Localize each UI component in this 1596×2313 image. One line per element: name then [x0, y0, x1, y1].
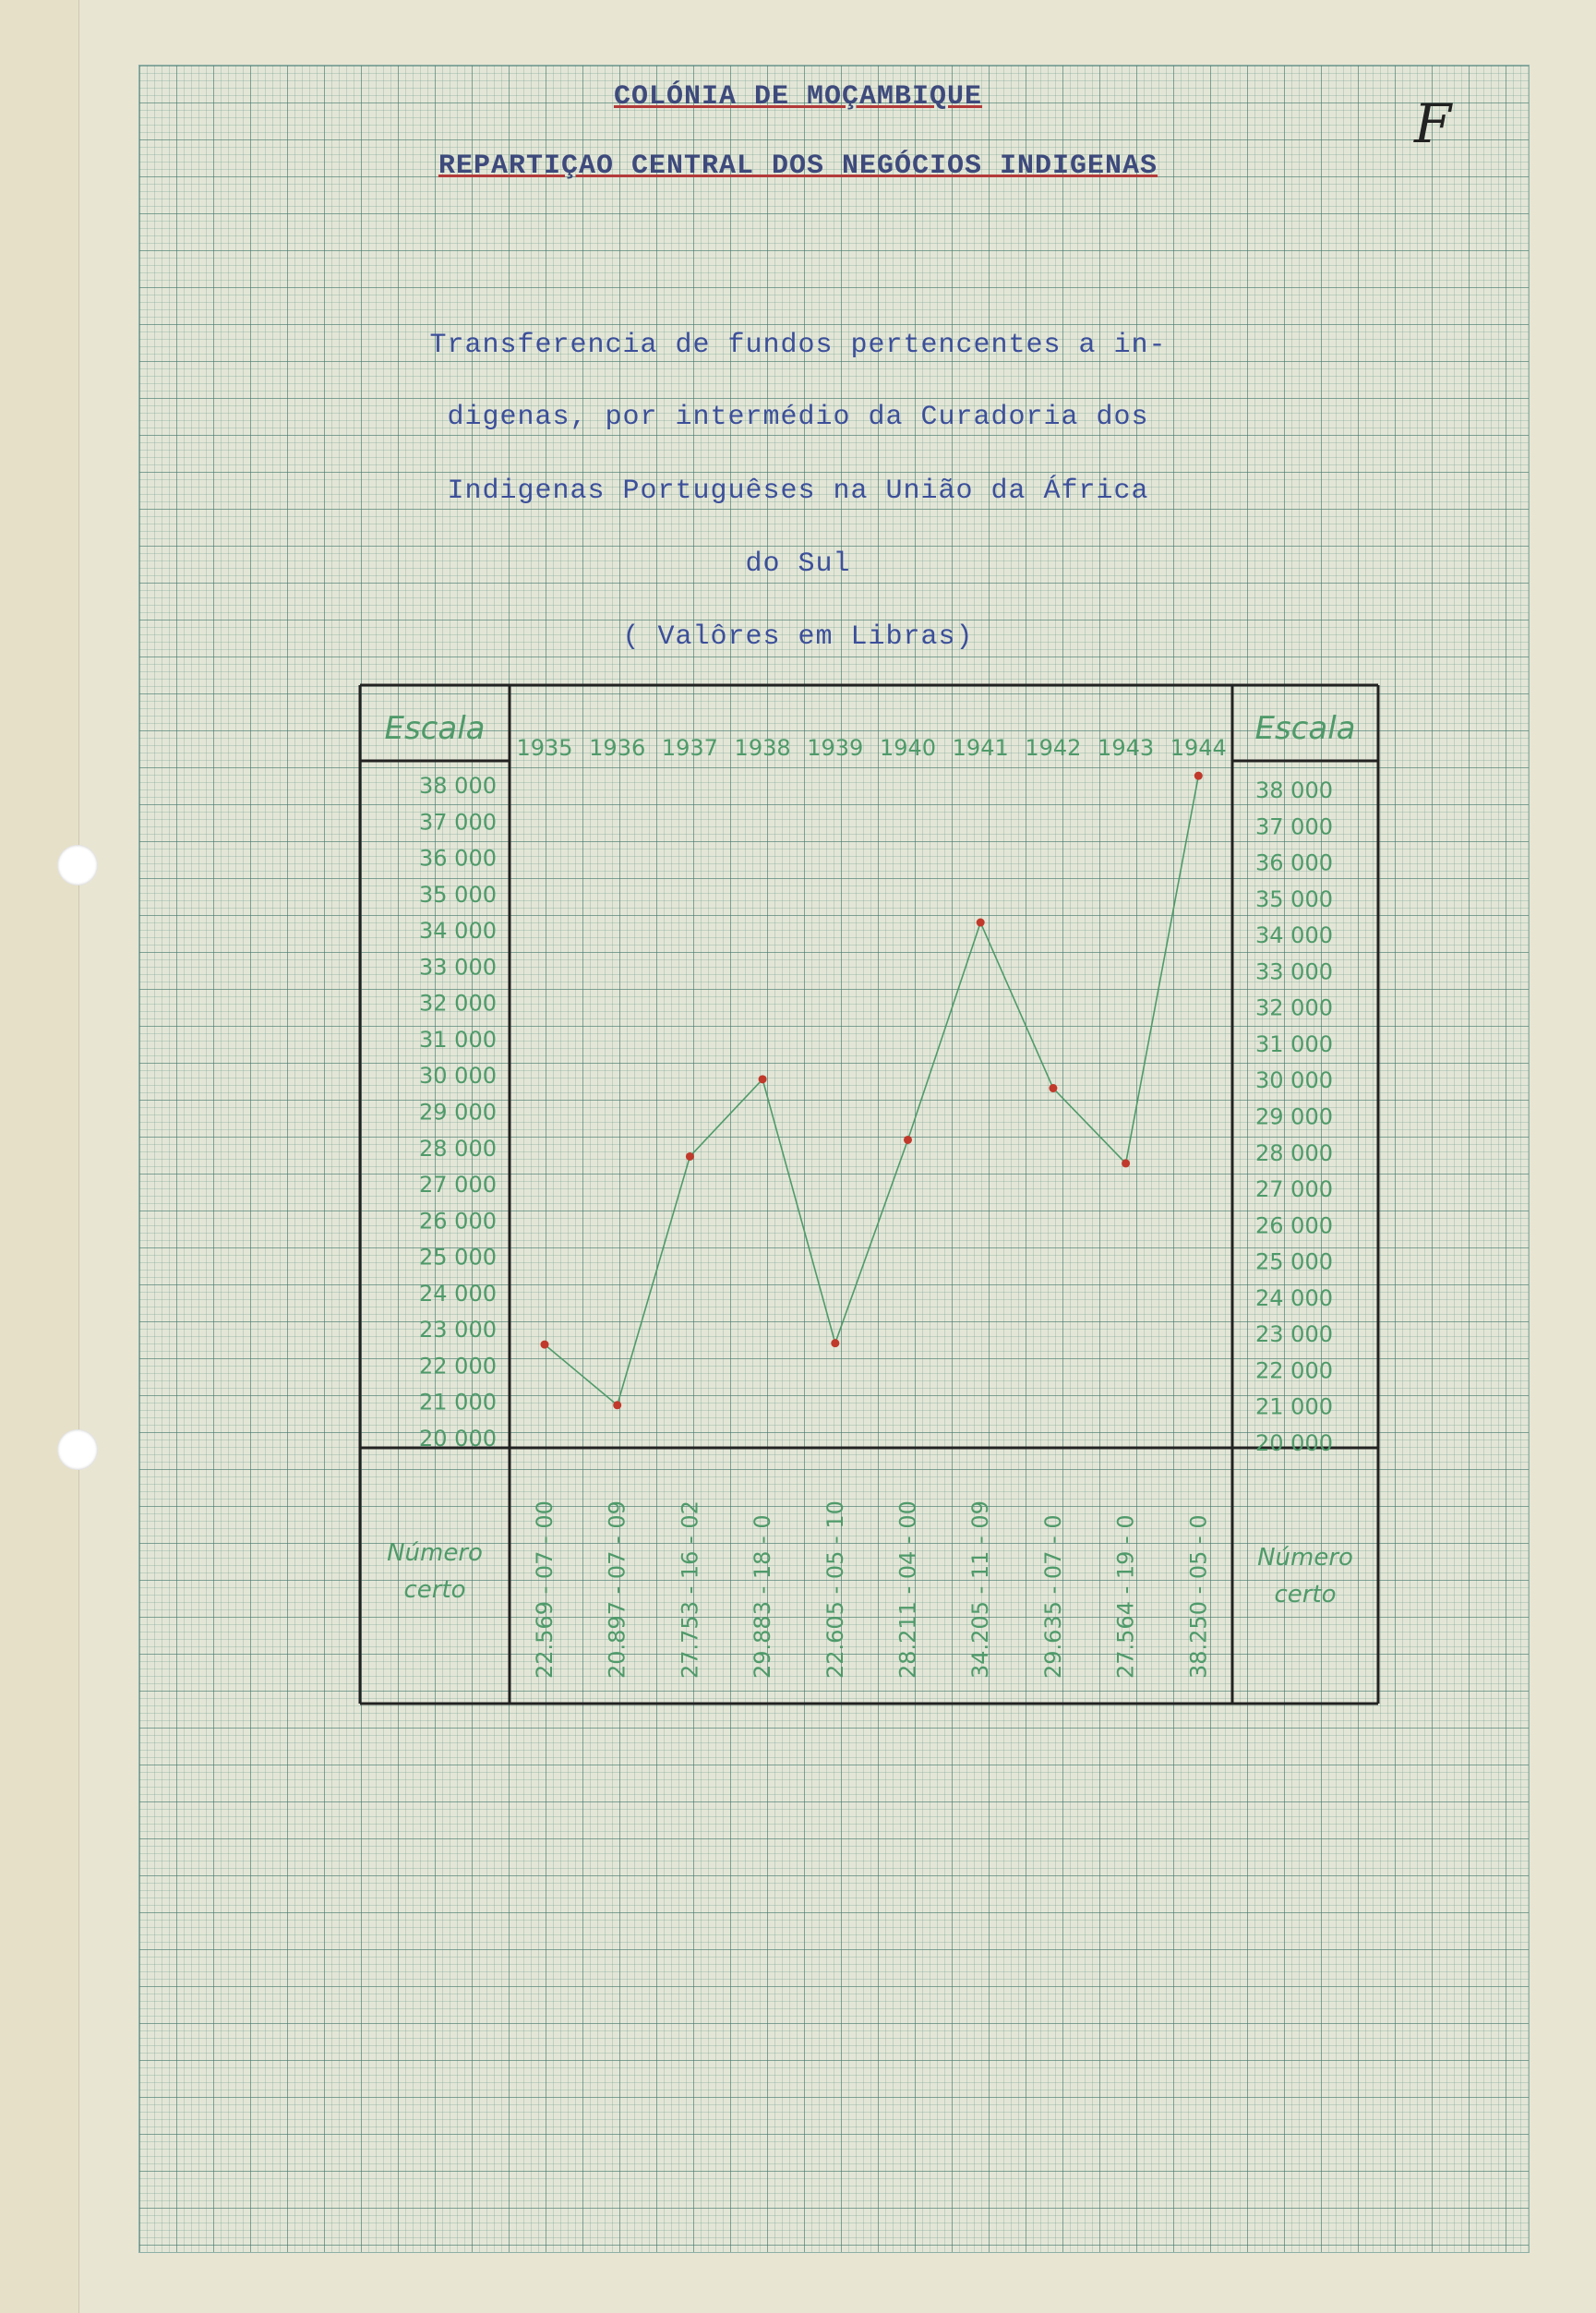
x-tick-label: 1941: [952, 735, 1009, 761]
exact-value-label: 29.635 - 07 - 0: [1039, 1514, 1066, 1679]
y-axis-left: [419, 773, 497, 1452]
x-tick-label: 1937: [661, 735, 718, 761]
y-tick-label-right: 37 000: [1255, 813, 1333, 840]
exact-value-label: 29.883 - 18 - 0: [750, 1514, 776, 1679]
y-tick-label-left: 33 000: [419, 954, 497, 981]
y-tick-label-right: 22 000: [1255, 1357, 1333, 1384]
department-heading: REPARTIÇAO CENTRAL DOS NEGÓCIOS INDIGENAS: [438, 151, 1158, 182]
x-tick-label: 1938: [734, 735, 791, 761]
title-line-3: Indigenas Portuguêses na União da África: [447, 476, 1149, 507]
row-label-right: certo: [1274, 1581, 1337, 1608]
data-point: [977, 919, 985, 927]
x-tick-label: 1935: [516, 735, 573, 761]
y-tick-label-right: 29 000: [1255, 1103, 1333, 1130]
x-axis: [516, 735, 1226, 761]
row-label-left: Número: [387, 1539, 483, 1567]
exact-value-label: 20.897 - 07 - 09: [604, 1500, 630, 1679]
x-tick-label: 1940: [879, 735, 937, 761]
y-tick-label-left: 35 000: [419, 881, 497, 908]
y-tick-label-left: 30 000: [419, 1063, 497, 1090]
data-point: [613, 1401, 621, 1409]
data-point: [904, 1136, 912, 1144]
data-point: [831, 1339, 839, 1347]
x-tick-label: 1936: [589, 735, 646, 761]
y-tick-label-right: 27 000: [1255, 1176, 1333, 1203]
y-axis-right: [1255, 777, 1333, 1456]
y-tick-label-right: 31 000: [1255, 1030, 1333, 1057]
y-tick-label-left: 32 000: [419, 990, 497, 1017]
title-line-2: digenas, por intermédio da Curadoria dos: [447, 402, 1149, 433]
y-tick-label-left: 22 000: [419, 1353, 497, 1379]
y-tick-label-right: 35 000: [1255, 885, 1333, 912]
x-tick-label: 1944: [1170, 735, 1227, 761]
title-line-4: do Sul: [745, 548, 851, 580]
y-tick-label-left: 25 000: [419, 1244, 497, 1271]
y-tick-label-right: 30 000: [1255, 1067, 1333, 1094]
y-tick-label-right: 36 000: [1255, 849, 1333, 876]
y-tick-label-right: 21 000: [1255, 1393, 1333, 1420]
data-point: [541, 1341, 549, 1349]
row-label-right: Número: [1257, 1544, 1353, 1572]
series-line: [541, 772, 1203, 1410]
exact-value-label: 27.753 - 16 - 02: [677, 1500, 703, 1679]
colony-heading: COLÓNIA DE MOÇAMBIQUE: [613, 81, 983, 113]
y-tick-label-right: 24 000: [1255, 1284, 1333, 1311]
data-point: [1049, 1084, 1057, 1092]
y-tick-label-left: 37 000: [419, 809, 497, 836]
scale-label-right: Escala: [1254, 710, 1356, 747]
exact-value-label: 27.564 - 19 - 0: [1112, 1514, 1139, 1679]
row-label-left: certo: [403, 1576, 466, 1604]
y-tick-label-right: 32 000: [1255, 994, 1333, 1021]
y-tick-label-right: 20 000: [1255, 1430, 1333, 1456]
exact-value-label: 22.605 - 05 - 10: [822, 1500, 848, 1679]
y-tick-label-right: 23 000: [1255, 1321, 1333, 1348]
y-tick-label-right: 26 000: [1255, 1212, 1333, 1239]
y-tick-label-left: 38 000: [419, 773, 497, 799]
exact-value-label: 28.211 - 04 - 00: [894, 1500, 921, 1679]
chart-headers: [384, 710, 1355, 1608]
y-tick-label-right: 28 000: [1255, 1139, 1333, 1166]
title-line-1: Transferencia de fundos pertencentes a in-: [429, 330, 1167, 361]
y-tick-label-left: 21 000: [419, 1389, 497, 1416]
exact-value-label: 38.250 - 05 - 0: [1185, 1514, 1212, 1679]
data-point: [1122, 1159, 1130, 1167]
y-tick-label-left: 36 000: [419, 845, 497, 872]
y-tick-label-left: 34 000: [419, 918, 497, 945]
y-tick-label-left: 24 000: [419, 1280, 497, 1307]
data-point: [686, 1152, 694, 1161]
y-tick-label-left: 20 000: [419, 1426, 497, 1452]
data-point: [759, 1075, 767, 1083]
data-point: [1194, 772, 1203, 780]
y-tick-label-right: 25 000: [1255, 1248, 1333, 1275]
scale-label-left: Escala: [384, 710, 486, 747]
series-polyline: [545, 776, 1198, 1405]
y-tick-label-left: 31 000: [419, 1026, 497, 1053]
y-tick-label-right: 34 000: [1255, 922, 1333, 949]
x-tick-label: 1943: [1098, 735, 1155, 761]
chart-frame: [360, 685, 1378, 1704]
y-tick-label-right: 33 000: [1255, 958, 1333, 985]
y-tick-label-left: 29 000: [419, 1099, 497, 1126]
exact-value-label: 22.569 - 07 - 00: [532, 1500, 558, 1679]
page-mark: F: [1414, 92, 1452, 155]
y-tick-label-left: 27 000: [419, 1172, 497, 1199]
y-tick-label-left: 26 000: [419, 1208, 497, 1235]
exact-values-row: [532, 1500, 1211, 1679]
y-tick-label-left: 23 000: [419, 1317, 497, 1343]
y-tick-label-left: 28 000: [419, 1135, 497, 1162]
chart-subtitle: ( Valôres em Libras): [622, 621, 974, 653]
y-tick-label-right: 38 000: [1255, 777, 1333, 803]
x-tick-label: 1939: [807, 735, 864, 761]
x-tick-label: 1942: [1025, 735, 1082, 761]
exact-value-label: 34.205 - 11 - 09: [967, 1500, 994, 1679]
